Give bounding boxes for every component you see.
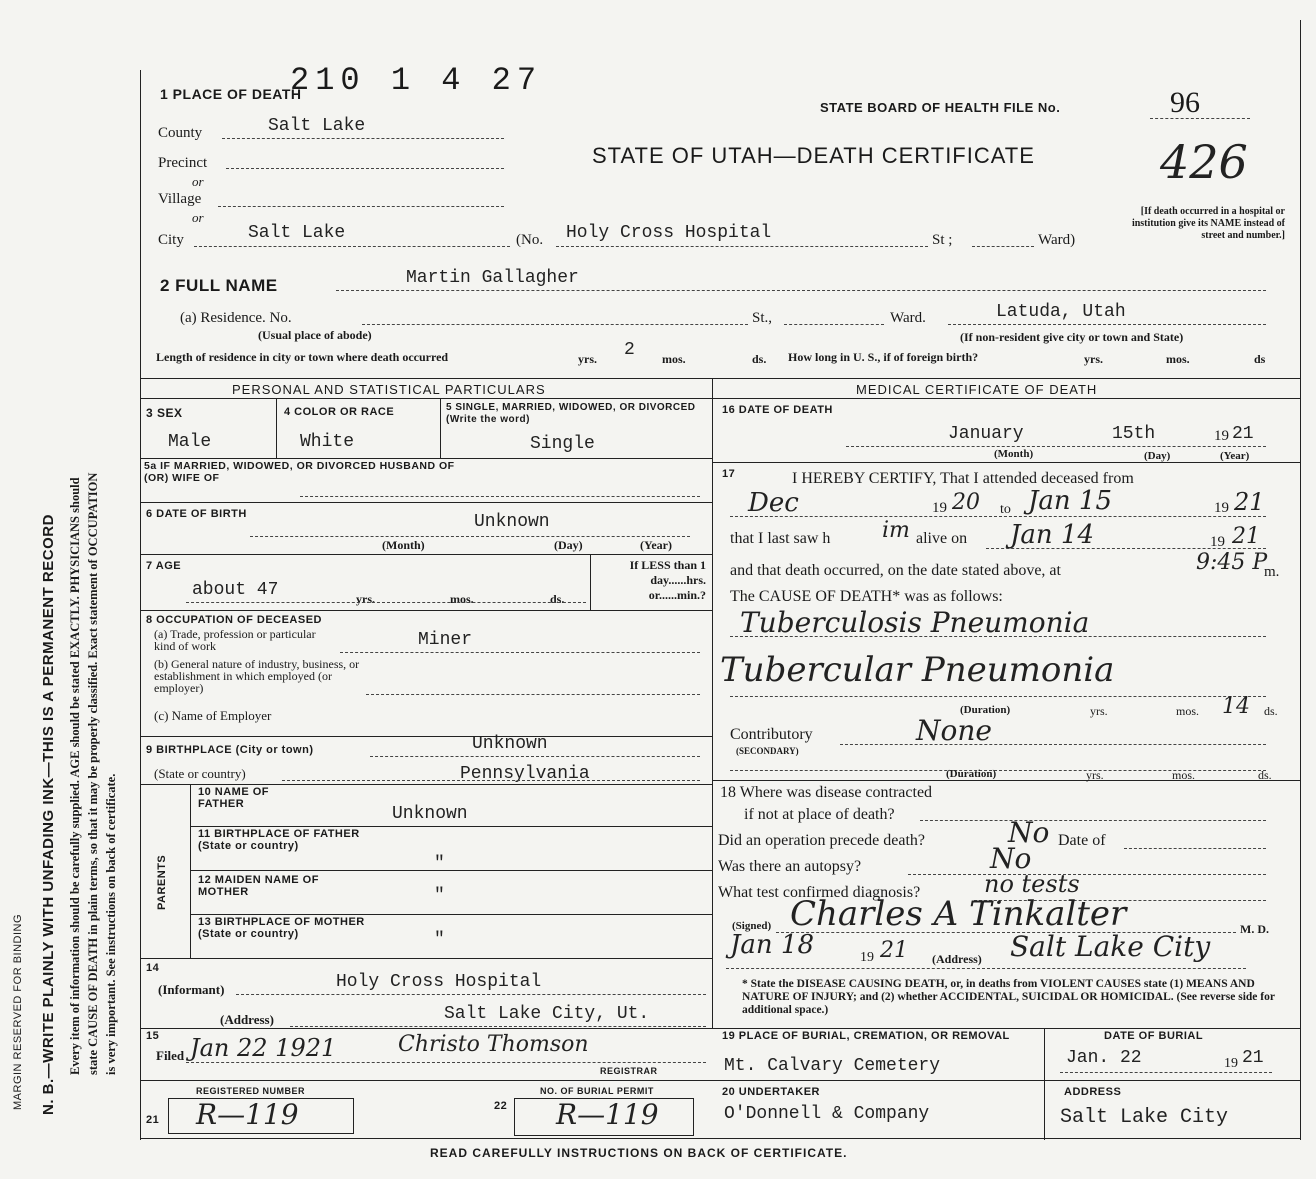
age-yrs-label: yrs.: [356, 592, 375, 606]
dod-year-label: (Year): [1220, 450, 1250, 462]
cause-label: The CAUSE OF DEATH* was as follows:: [730, 588, 1003, 605]
contributory-line: [840, 744, 1266, 745]
residence-ward-label: Ward.: [890, 310, 926, 326]
age-mos-label: mos.: [450, 592, 474, 606]
last-saw-pronoun: im: [882, 518, 910, 543]
dob-line: [250, 536, 690, 537]
board-file-number: 96: [1170, 86, 1200, 119]
binding-margin-note: MARGIN RESERVED FOR BINDING: [12, 913, 24, 1110]
precinct-line: [226, 168, 504, 169]
dob-month-label: (Month): [382, 538, 425, 552]
attended-to-date: Jan 15: [1028, 486, 1113, 516]
length-mos-label: mos.: [662, 352, 686, 366]
hospital-note: [If death occurred in a hospital or institution give its NAME instead of street and number.]: [1131, 206, 1285, 241]
race-label: 4 COLOR OR RACE: [284, 406, 395, 418]
nonresident-label: (If non-resident give city or town and State): [960, 330, 1184, 344]
dob-value: Unknown: [474, 512, 550, 532]
operation-answer: No: [1008, 816, 1050, 849]
length-months-value: 2: [624, 340, 635, 360]
duration-yrs-1: yrs.: [1090, 704, 1108, 718]
registered-number-label: REGISTERED NUMBER: [196, 1086, 306, 1096]
autopsy-line: [908, 874, 1266, 875]
parents-rule-1: [190, 826, 712, 827]
precinct-label: Precinct: [158, 155, 208, 171]
registered-number-value: R—119: [196, 1098, 299, 1131]
dod-month: January: [948, 424, 1024, 444]
undertaker-address-label: ADDRESS: [1064, 1086, 1122, 1098]
attended-line: [730, 516, 1266, 517]
mother-name-label: 12 MAIDEN NAME OF MOTHER: [198, 874, 319, 898]
village-label: Village: [158, 191, 202, 207]
residence-label: (a) Residence. No.: [180, 310, 292, 326]
footnote: * State the DISEASE CAUSING DEATH, or, in deaths from VIOLENT CAUSES state (1) MEANS AND NATURE OF INJURY; and (2) whether ACCIDENTAL, SUICIDAL OR HOMICIDAL. (See reverse side for additional space.): [742, 978, 1275, 1016]
md-label: M. D.: [1240, 922, 1269, 936]
informant-value: Holy Cross Hospital: [336, 972, 542, 992]
row-rule-5: [140, 736, 712, 737]
instruction-line-3: is very important. See instructions on back of certificate.: [104, 773, 118, 1075]
filed-label: Filed: [156, 1048, 185, 1063]
father-birthplace-label: 11 BIRTHPLACE OF FATHER (State or country): [198, 828, 360, 852]
full-name-value: Martin Gallagher: [406, 268, 579, 288]
age-value: about 47: [192, 580, 279, 600]
registrar-signature: Christo Thomson: [398, 1032, 589, 1057]
dod-day: 15th: [1112, 424, 1156, 444]
employer-nature-line: [366, 694, 700, 695]
cause-line-2: Tubercular Pneumonia: [720, 650, 1115, 690]
mother-name-value: ": [434, 886, 445, 906]
form-left-border: [140, 70, 141, 1140]
city-line: [194, 246, 510, 247]
last-saw-year: 21: [1232, 524, 1260, 549]
residence-st-line: [784, 324, 884, 325]
marital-status-label: 5 SINGLE, MARRIED, WIDOWED, OR DIVORCED (Write the word): [446, 402, 696, 425]
certificate-title: STATE OF UTAH—DEATH CERTIFICATE: [592, 143, 1035, 168]
age-ds-label: ds.: [550, 592, 565, 606]
full-name-label: 2 FULL NAME: [160, 276, 278, 295]
parents-divider: [190, 784, 191, 958]
village-line: [218, 206, 504, 207]
occupation-label: 8 OCCUPATION OF DECEASED: [146, 614, 322, 626]
undertaker-value: O'Donnell & Company: [724, 1104, 930, 1124]
row-rule-8: [140, 1028, 1300, 1029]
duration-label-2: (Duration): [946, 768, 997, 780]
burial-date-label: DATE OF BURIAL: [1104, 1030, 1204, 1042]
age-less-divider: [590, 554, 591, 610]
row-rule-4: [140, 610, 712, 611]
occupation-a-label: (a) Trade, profession or particular kind of work: [154, 627, 316, 653]
county-value: Salt Lake: [268, 116, 366, 136]
registrar-label: REGISTRAR: [600, 1066, 658, 1076]
hospital-value: Holy Cross Hospital: [566, 223, 772, 243]
birthplace-city-line: [370, 756, 700, 757]
duration-label-1: (Duration): [960, 704, 1011, 716]
residence-no-line: [362, 324, 748, 325]
item-17-number: 17: [722, 468, 736, 480]
parents-rule-3: [190, 914, 712, 915]
instruction-line-2: state CAUSE OF DEATH in plain terms, so that it may be properly classified. Exact statement of OCCUPATION: [86, 472, 100, 1075]
marital-status-value: Single: [530, 434, 595, 454]
sex-race-divider: [276, 398, 277, 458]
duration-mos-1: mos.: [1176, 704, 1200, 718]
mother-birthplace-value: ": [434, 930, 445, 950]
father-birthplace-value: ": [434, 854, 445, 874]
dod-month-label: (Month): [994, 448, 1034, 460]
dod-line: [846, 446, 1266, 447]
birthplace-state: Pennsylvania: [460, 764, 590, 784]
signed-year-prefix: 19: [860, 950, 874, 965]
board-file-label: STATE BOARD OF HEALTH FILE No.: [820, 100, 1061, 115]
or-label-1: or: [192, 174, 204, 189]
informant-line: [236, 994, 706, 995]
age-label: 7 AGE: [146, 560, 182, 572]
from-year-prefix: 19: [932, 500, 947, 516]
us-ds-label: ds: [1254, 352, 1266, 366]
or-label-2: or: [192, 210, 204, 225]
state-country-label: (State or country): [154, 766, 246, 781]
age-line: [186, 602, 586, 603]
informant-address-label: (Address): [220, 1012, 274, 1027]
ward-line: [972, 246, 1034, 247]
father-name-label: 10 NAME OF FATHER: [198, 786, 270, 810]
duration-ds-2: ds.: [1258, 768, 1272, 782]
occupation-value: Miner: [418, 630, 473, 650]
physician-signature: Charles A Tinkalter: [790, 894, 1127, 934]
death-time: 9:45 P: [1196, 550, 1268, 575]
medical-rule-2: [712, 780, 1300, 781]
us-mos-label: mos.: [1166, 352, 1190, 366]
race-status-divider: [440, 398, 441, 458]
residence-line: [948, 324, 1266, 325]
file-number-line: [1150, 118, 1250, 119]
medical-rule-1: [712, 462, 1300, 463]
burial-date-line: [1060, 1072, 1272, 1073]
ink-warning: N. B.—WRITE PLAINLY WITH UNFADING INK—THIS IS A PERMANENT RECORD: [40, 514, 57, 1115]
to-year-prefix: 19: [1214, 500, 1229, 516]
test-label: What test confirmed diagnosis?: [718, 884, 921, 901]
hospital-line: [556, 246, 928, 247]
birthplace-state-line: [282, 780, 700, 781]
row-rule-3: [140, 554, 712, 555]
filed-number: 15: [146, 1030, 160, 1042]
burial-year-value: 21: [1242, 1048, 1264, 1068]
attended-to-year: 21: [1234, 488, 1265, 516]
burial-rule: [712, 1080, 1300, 1081]
secondary-label: (SECONDARY): [736, 746, 799, 756]
less-than-day-label: If LESS than 1 day......hrs. or......min.?: [629, 558, 706, 602]
cause-line-1: Tuberculosis Pneumonia: [740, 606, 1090, 639]
informant-label: (Informant): [158, 982, 225, 997]
certify-text: I HEREBY CERTIFY, That I attended deceased from: [792, 470, 1134, 487]
attended-from-year: 20: [952, 490, 980, 515]
autopsy-label: Was there an autopsy?: [718, 858, 862, 875]
us-yrs-label: yrs.: [1084, 352, 1103, 366]
mother-birthplace-label: 13 BIRTHPLACE OF MOTHER (State or country): [198, 916, 365, 940]
ward-label: Ward): [1038, 232, 1076, 248]
dob-year-label: (Year): [640, 538, 672, 552]
death-occurred-label: and that death occurred, on the date stated above, at: [730, 562, 1061, 579]
registered-item-number: 21: [146, 1114, 160, 1126]
birthplace-city: Unknown: [472, 734, 548, 754]
full-name-line: [336, 290, 1266, 291]
operation-date-label: Date of: [1058, 832, 1106, 849]
contributory-label: Contributory: [730, 726, 813, 743]
signed-address: Salt Lake City: [1010, 930, 1211, 963]
cause-rule-1: [730, 636, 1266, 637]
row-rule-7: [140, 958, 712, 959]
saw-year-prefix: 19: [1210, 534, 1225, 550]
undertaker-label: 20 UNDERTAKER: [722, 1086, 820, 1098]
dod-year: 21: [1232, 424, 1254, 444]
occupation-b-label: (b) General nature of industry, business, or establishment in which employed (or employer): [154, 657, 360, 695]
death-time-m: m.: [1264, 564, 1280, 580]
signed-date: Jan 18: [730, 930, 815, 960]
informant-number: 14: [146, 962, 160, 974]
informant-address-value: Salt Lake City, Ut.: [444, 1004, 650, 1024]
parents-rule-2: [190, 870, 712, 871]
city-value: Salt Lake: [248, 223, 346, 243]
cause-rule-2: [730, 696, 1266, 697]
row-rule-6: [140, 784, 712, 785]
burial-place-value: Mt. Calvary Cemetery: [724, 1056, 941, 1076]
informant-address-line: [290, 1026, 706, 1027]
burial-place-label: 19 PLACE OF BURIAL, CREMATION, OR REMOVAL: [722, 1030, 1010, 1042]
length-yrs-label: yrs.: [578, 352, 597, 366]
length-residence-label: Length of residence in city or town where death occurred: [156, 350, 449, 364]
dod-year-prefix: 19: [1214, 428, 1229, 444]
parents-label: PARENTS: [156, 854, 168, 910]
duration-mos-2: mos.: [1172, 768, 1196, 782]
contributory-value: None: [916, 714, 992, 747]
spouse-label: 5a IF MARRIED, WIDOWED, OR DIVORCED HUSBAND OF (OR) WIFE OF: [144, 460, 455, 484]
father-name-value: Unknown: [392, 804, 468, 824]
dod-day-label: (Day): [1144, 450, 1171, 462]
county-label: County: [158, 125, 203, 141]
burial-permit-label: NO. OF BURIAL PERMIT: [540, 1086, 654, 1096]
dob-label: 6 DATE OF BIRTH: [146, 508, 247, 520]
signed-year: 21: [880, 938, 908, 963]
birthplace-label: 9 BIRTHPLACE (City or town): [146, 744, 314, 756]
personal-header: PERSONAL AND STATISTICAL PARTICULARS: [232, 382, 546, 397]
not-place-line: [920, 820, 1266, 821]
form-right-border: [1300, 20, 1301, 1140]
duration-ds-1: ds.: [1264, 704, 1278, 718]
sections-top-rule: [140, 378, 1300, 379]
burial-divider: [1044, 1028, 1045, 1140]
sections-divider: [712, 378, 713, 1028]
burial-permit-value: R—119: [556, 1098, 659, 1131]
county-line: [222, 138, 504, 139]
operation-date-line: [1124, 848, 1266, 849]
last-saw-date: Jan 14: [1010, 520, 1095, 550]
to-label: to: [1000, 502, 1011, 517]
occupation-line: [340, 652, 700, 653]
footer-instructions: READ CAREFULLY INSTRUCTIONS ON BACK OF CERTIFICATE.: [430, 1146, 848, 1160]
street-label: St ;: [932, 232, 953, 248]
spouse-line: [300, 496, 700, 497]
dob-day-label: (Day): [554, 538, 583, 552]
residence-st-label: St.,: [752, 310, 773, 326]
duration-value: 14: [1222, 694, 1250, 719]
signed-address-line: [726, 968, 1246, 969]
filed-line: [186, 1062, 706, 1063]
medical-header: MEDICAL CERTIFICATE OF DEATH: [856, 382, 1098, 397]
disease-contracted-label: 18 Where was disease contracted: [720, 784, 933, 801]
signed-label: (Signed): [732, 920, 772, 932]
length-ds-label: ds.: [752, 352, 767, 366]
row-rule-9: [140, 1080, 712, 1081]
us-residence-label: How long in U. S., if of foreign birth?: [788, 350, 979, 364]
last-saw-label-2: alive on: [916, 530, 968, 547]
permit-item-number: 22: [494, 1100, 508, 1112]
operation-label: Did an operation precede death?: [718, 832, 926, 849]
form-bottom-border: [140, 1138, 1300, 1139]
sections-header-rule: [140, 398, 1300, 399]
place-of-death-label: 1 PLACE OF DEATH: [160, 86, 302, 102]
duration-yrs-2: yrs.: [1086, 768, 1104, 782]
signed-address-label: (Address): [932, 952, 982, 966]
employer-label: (c) Name of Employer: [154, 708, 272, 723]
race-value: White: [300, 432, 355, 452]
filed-date: Jan 22 1921: [190, 1034, 337, 1062]
row-rule-2: [140, 502, 712, 503]
attended-from-date: Dec: [748, 488, 799, 518]
city-label: City: [158, 232, 184, 248]
document-number: 210 1 4 27: [290, 62, 543, 99]
autopsy-answer: No: [990, 842, 1032, 875]
last-saw-label: that I last saw h: [730, 530, 831, 547]
test-answer: no tests: [984, 870, 1080, 898]
burial-year-prefix: 19: [1224, 1056, 1238, 1071]
burial-date-value: Jan. 22: [1066, 1048, 1142, 1068]
instruction-line-1: Every item of information should be carefully supplied. AGE should be stated EXACTLY. PHYSICIANS should: [68, 477, 82, 1075]
residence-value: Latuda, Utah: [996, 302, 1126, 322]
sex-label: 3 SEX: [146, 406, 183, 420]
certificate-hand-number: 426: [1160, 135, 1248, 189]
usual-abode-label: (Usual place of abode): [258, 328, 372, 342]
undertaker-address-value: Salt Lake City: [1060, 1106, 1229, 1129]
last-saw-line: [986, 548, 1266, 549]
date-of-death-label: 16 DATE OF DEATH: [722, 404, 833, 416]
sex-value: Male: [168, 432, 212, 452]
row-rule-1: [140, 458, 712, 459]
not-place-label: if not at place of death?: [744, 806, 895, 823]
street-no-label: (No.: [516, 232, 544, 248]
